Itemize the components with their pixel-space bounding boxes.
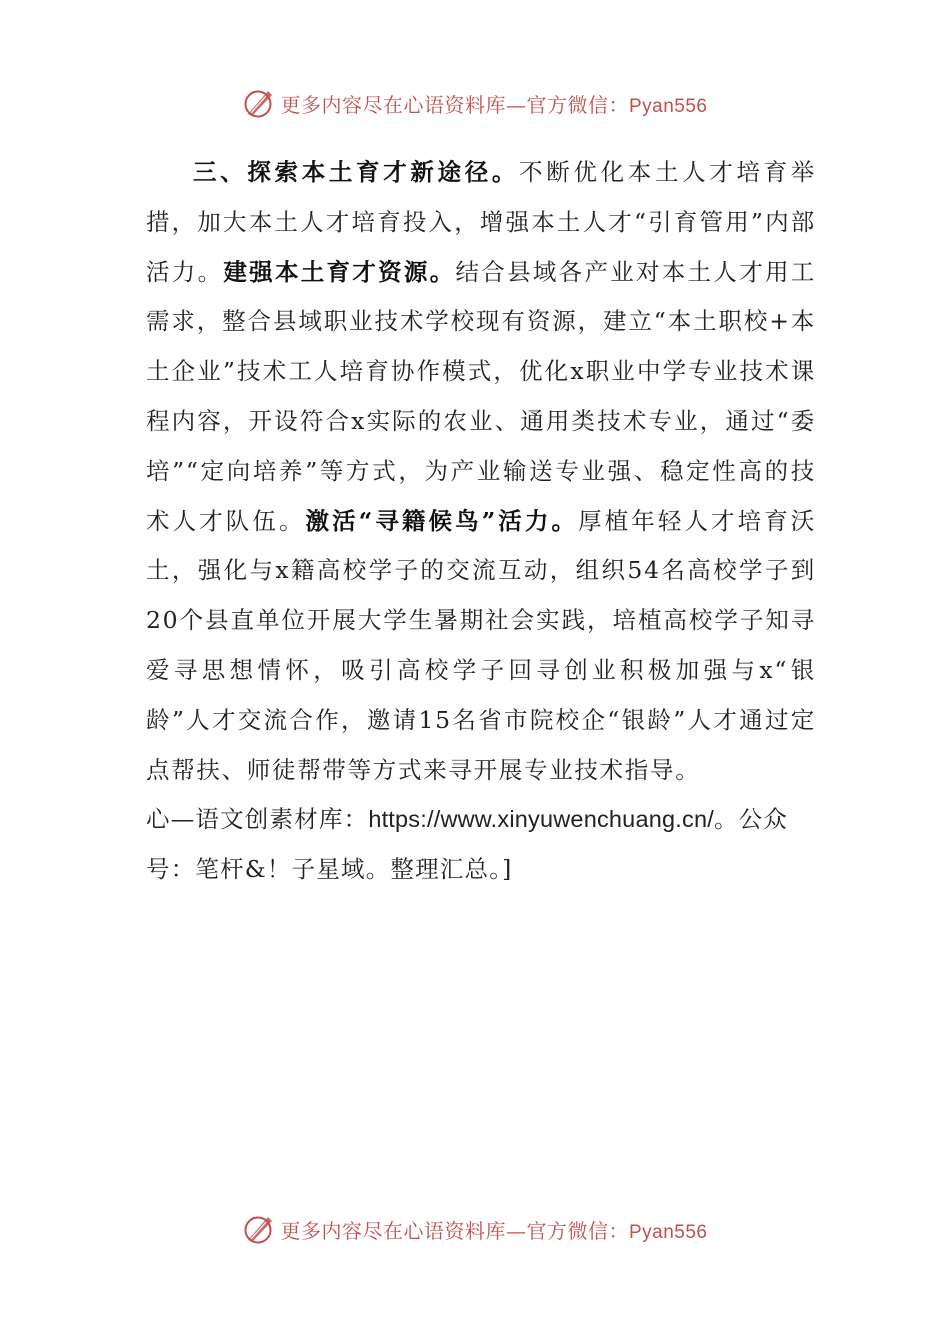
header-banner-text: 更多内容尽在心语资料库—官方微信：Pyan556 [280, 92, 708, 117]
header-banner-wechat-id: Pyan556 [628, 95, 708, 117]
source-prefix: 心—语文创素材库： [146, 805, 369, 834]
header-banner [0, 81, 950, 125]
body-paragraph [146, 148, 816, 795]
source-note [146, 795, 816, 895]
footer-banner-text: 更多内容尽在心语资料库—官方微信：Pyan556 [280, 1218, 708, 1243]
document-body [146, 148, 816, 895]
section-text-1: 不断优化本土人才培育举措，加大本土人才培育投入，增强本土人才“引育管用”内部活力。 [146, 158, 817, 286]
section-text-2: 结合县域各产业对本土人才用工需求，整合县域职业技术学校现有资源，建立“本土职校+本土企业”技术工人培育协作模式，优化x职业中学专业技术课程内容，开设符合x实际的农业、通用类技术专业，通过“委培”“定向培养”等方式，为产业输送专业强、稳定性高的技术人才队伍。 [146, 257, 816, 535]
section-heading-3: 激活“寻籍候鸟”活力。 [305, 506, 579, 535]
section-heading-2: 建强本土育才资源。 [223, 257, 456, 286]
section-text-3: 厚植年轻人才培育沃土，强化与x籍高校学子的交流互动，组织54名高校学子到20个县直单位开展大学生暑期社会实践，培植高校学子知寻爱寻思想情怀，吸引高校学子回寻创业积极加强与x“银龄”人才交流合作，邀请15名省市院校企“银龄”人才通过定点帮扶、师徒帮带等方式来寻开展专业技术指导。 [146, 506, 816, 784]
section-heading-1: 三、探索本土育才新途径。 [193, 158, 520, 186]
quill-pen-logo-icon [242, 1212, 276, 1246]
source-suffix: 。公众号：笔杆&！子星域。整理汇总。] [146, 805, 789, 884]
footer-banner-wechat-id: Pyan556 [628, 1221, 708, 1243]
footer-banner [0, 1207, 950, 1251]
quill-pen-logo-icon [242, 86, 276, 120]
source-url-link[interactable]: https://www.xinyuwenchuang.cn/ [368, 806, 714, 833]
